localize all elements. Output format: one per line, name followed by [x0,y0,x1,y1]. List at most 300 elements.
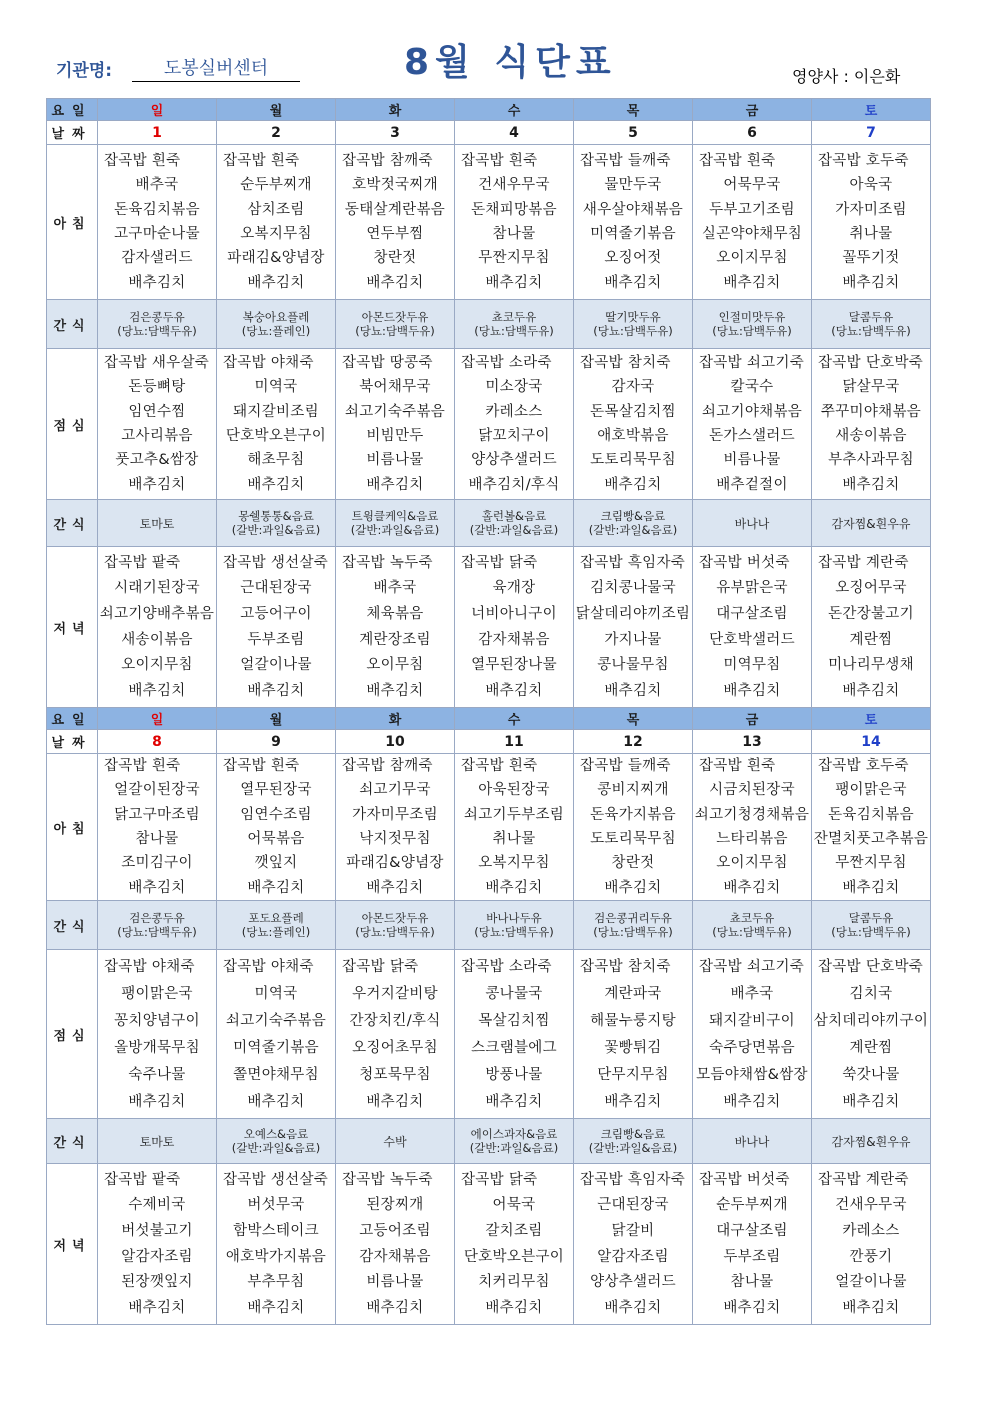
snack-item: 트윙클케익&음료 [351,509,439,523]
menu-item: 잡곡밥 닭죽 [461,554,538,571]
menu-item: 고사리볶음 [121,428,193,445]
weekday-cell: 토 [812,708,931,730]
menu-item: 배추김치 [366,274,424,291]
menu-item: 배추김치 [247,683,305,700]
snack1-cell [812,300,931,349]
date-row [47,121,931,145]
date-label: 날짜 [47,121,98,145]
menu-item: 닭꼬치구이 [478,428,550,445]
menu-item: 닭갈비 [611,1223,655,1240]
menu-item: 돈육가지볶음 [590,806,676,823]
menu-item: 오복지무침 [240,226,312,243]
menu-item: 잡곡밥 버섯죽 [699,554,790,571]
menu-item: 김치국 [849,985,893,1002]
breakfast-cell [336,145,455,300]
menu-item: 배추김치 [485,683,543,700]
menu-item: 잡곡밥 닭죽 [461,1171,538,1188]
menu-item: 너비아니구이 [471,606,557,623]
menu-item: 배추김치 [128,274,186,291]
menu-item: 임연수조림 [240,806,312,823]
menu-item: 배추김치 [604,879,662,896]
menu-item: 감자채볶음 [359,1248,431,1265]
menu-item: 배추김치 [842,476,900,493]
menu-item: 잡곡밥 참치죽 [580,958,671,975]
menu-item: 돈목살김치찜 [590,403,676,420]
lunch-cell [693,349,812,500]
menu-item: 간장치킨/후식 [349,1012,441,1029]
menu-item: 잡곡밥 계란죽 [818,1171,909,1188]
menu-item: 배추김치 [842,683,900,700]
menu-item: 잡곡밥 흰죽 [223,758,300,775]
snack2-cell [574,1119,693,1164]
lunch-cell [812,950,931,1119]
menu-item: 부추무침 [247,1274,305,1291]
dinner-cell [574,547,693,708]
weekday-cell: 금 [693,99,812,121]
date-row [47,730,931,754]
date-cell: 1 [98,121,217,145]
meal-label-breakfast: 아침 [47,754,98,901]
date-cell: 14 [812,730,931,754]
snack1-cell [574,300,693,349]
dinner-row [47,1164,931,1325]
snack1-row [47,901,931,950]
snack-diet-note: (갈반:과일&음료) [231,523,321,537]
dinner-cell [455,1164,574,1325]
menu-item: 배추김치 [366,1093,424,1110]
menu-item: 근대된장국 [597,1197,669,1214]
menu-item: 아욱국 [849,177,893,194]
menu-item: 잡곡밥 흰죽 [461,758,538,775]
menu-item: 잡곡밥 단호박죽 [818,958,924,975]
menu-item: 참나물 [135,831,179,848]
menu-item: 어묵무국 [723,177,781,194]
menu-item: 콩비지찌개 [597,782,669,799]
menu-title: 8월 식단표 [404,42,617,83]
snack2-cell [98,500,217,547]
date-cell: 7 [812,121,931,145]
menu-item: 잡곡밥 새우살죽 [104,355,210,372]
snack2-cell [455,500,574,547]
menu-item: 스크램블에그 [471,1039,557,1056]
menu-item: 아욱된장국 [478,782,550,799]
menu-item: 배추김치 [604,274,662,291]
menu-item: 청포묵무침 [359,1066,431,1083]
menu-item: 배추국 [135,177,179,194]
menu-item: 돼지갈비구이 [709,1012,795,1029]
snack2-cell [574,500,693,547]
meal-plan-table [46,98,931,1325]
snack-item: 감자찜&흰우유 [831,1134,911,1149]
menu-item: 배추국 [730,985,774,1002]
menu-item: 배추김치 [723,879,781,896]
menu-item: 오징어무국 [835,580,907,597]
menu-item: 가자미무조림 [352,806,438,823]
dinner-cell [812,1164,931,1325]
weekday-label: 요일 [47,708,98,730]
menu-item: 잡곡밥 버섯죽 [699,1171,790,1188]
snack-item: 딸기맛두유 [605,310,661,324]
menu-item: 파래김&양념장 [346,855,444,872]
menu-item: 애호박볶음 [597,428,669,445]
menu-item: 배추김치/후식 [468,476,560,493]
menu-item: 미역줄기볶음 [590,226,676,243]
menu-item: 잡곡밥 호두죽 [818,153,909,170]
menu-item: 닭살무국 [842,379,900,396]
menu-item: 잡곡밥 참치죽 [580,355,671,372]
snack-item: 복숭아요플레 [242,310,310,324]
menu-item: 오징어초무침 [352,1039,438,1056]
menu-item: 배추김치 [604,476,662,493]
menu-item: 시래기된장국 [114,580,200,597]
menu-item: 참나물 [730,1274,774,1291]
menu-item: 해물누룽지탕 [590,1012,676,1029]
lunch-cell [455,950,574,1119]
date-cell: 11 [455,730,574,754]
snack-diet-note: (당뇨:플레인) [241,324,311,338]
menu-item: 수제비국 [128,1197,186,1214]
weekday-cell: 월 [217,708,336,730]
lunch-cell [336,950,455,1119]
snack1-row [47,300,931,349]
menu-item: 유부맑은국 [716,580,788,597]
menu-item: 오이지무침 [716,250,788,267]
menu-item: 배추김치 [366,683,424,700]
menu-item: 미역국 [254,985,298,1002]
menu-item: 잡곡밥 닭죽 [342,958,419,975]
dinner-cell [455,547,574,708]
menu-item: 새송이볶음 [835,428,907,445]
weekday-cell: 수 [455,708,574,730]
breakfast-cell [98,145,217,300]
menu-item: 모듬야채쌈&쌈장 [696,1066,808,1083]
menu-item: 감자국 [611,379,655,396]
snack-item: 달콤두유 [848,310,894,324]
menu-item: 오이지무침 [716,855,788,872]
meal-label-snack2: 간식 [47,500,98,547]
snack-diet-note: (갈반:과일&음료) [231,1141,321,1155]
breakfast-cell [336,754,455,901]
menu-item: 쇠고기양배추볶음 [99,606,215,623]
snack2-cell [812,1119,931,1164]
menu-item: 얼갈이나물 [240,657,312,674]
menu-item: 돈간장불고기 [828,606,914,623]
snack-diet-note: (당뇨:담백두유) [355,324,435,338]
menu-item: 우거지갈비탕 [352,985,438,1002]
menu-item: 배추김치 [247,879,305,896]
menu-item: 배추겉절이 [716,476,788,493]
menu-item: 조미김구이 [121,855,193,872]
meal-label-lunch: 점심 [47,349,98,500]
menu-item: 숙주나물 [128,1066,186,1083]
menu-item: 근대된장국 [240,580,312,597]
menu-item: 꽁치양념구이 [114,1012,200,1029]
breakfast-cell [455,145,574,300]
snack1-cell [336,901,455,950]
menu-item: 열무된장나물 [471,657,557,674]
dinner-cell [217,1164,336,1325]
snack-item: 수박 [383,1134,407,1149]
menu-item: 육개장 [492,580,536,597]
snack1-cell [455,901,574,950]
lunch-cell [574,950,693,1119]
breakfast-cell [574,145,693,300]
menu-item: 카레소스 [842,1223,900,1240]
date-cell: 13 [693,730,812,754]
menu-item: 잡곡밥 땅콩죽 [342,355,433,372]
menu-header [0,0,992,98]
menu-item: 비빔만두 [366,428,424,445]
snack1-cell [217,901,336,950]
menu-item: 알감자조림 [121,1248,193,1265]
menu-item: 대구살조림 [716,606,788,623]
snack1-cell [336,300,455,349]
menu-item: 올방개묵무침 [114,1039,200,1056]
menu-item: 팽이맑은국 [121,985,193,1002]
menu-item: 잡곡밥 소라죽 [461,958,552,975]
menu-item: 배추김치 [247,274,305,291]
date-cell: 10 [336,730,455,754]
menu-item: 배추김치 [247,476,305,493]
menu-item: 된장깻잎지 [121,1274,193,1291]
menu-item: 무짠지무침 [478,250,550,267]
menu-item: 잡곡밥 흰죽 [104,153,181,170]
snack-diet-note: (당뇨:담백두유) [117,324,197,338]
menu-item: 삼치데리야끼구이 [813,1012,929,1029]
menu-item: 잡곡밥 흰죽 [104,758,181,775]
weekday-cell: 수 [455,99,574,121]
lunch-cell [812,349,931,500]
snack-item: 달콤두유 [848,911,894,925]
menu-item: 칼국수 [730,379,774,396]
menu-item: 돈육김치볶음 [828,806,914,823]
menu-item: 배추김치 [485,879,543,896]
menu-item: 잡곡밥 흰죽 [699,153,776,170]
menu-item: 건새우무국 [478,177,550,194]
snack-diet-note: (당뇨:담백두유) [831,925,911,939]
menu-item: 잡곡밥 생선살죽 [223,554,329,571]
menu-item: 미역국 [254,379,298,396]
menu-item: 쭈꾸미야채볶음 [820,403,922,420]
breakfast-cell [455,754,574,901]
snack1-cell [693,300,812,349]
menu-item: 배추김치 [842,274,900,291]
menu-item: 도토리묵무침 [590,452,676,469]
snack2-cell [336,500,455,547]
menu-item: 쇠고기두부조림 [463,806,565,823]
lunch-row [47,950,931,1119]
snack-item: 바나나두유 [486,911,542,925]
weekday-cell: 일 [98,708,217,730]
snack-item: 에이스과자&음료 [470,1127,558,1141]
menu-item: 배추김치 [128,476,186,493]
snack-item: 토마토 [139,516,175,531]
snack-diet-note: (당뇨:담백두유) [355,925,435,939]
menu-item: 감자채볶음 [478,631,550,648]
menu-item: 돈등뼈탕 [128,379,186,396]
menu-item: 쇠고기청경채볶음 [694,806,810,823]
breakfast-cell [217,754,336,901]
menu-item: 실곤약야채무침 [701,226,803,243]
menu-item: 비름나물 [366,1274,424,1291]
menu-item: 배추김치 [723,1093,781,1110]
dinner-cell [693,547,812,708]
snack-diet-note: (갈반:과일&음료) [469,523,559,537]
menu-item: 무짠지무침 [835,855,907,872]
menu-item: 얼갈이된장국 [114,782,200,799]
snack2-cell [336,1119,455,1164]
dinner-row [47,547,931,708]
menu-item: 양상추샐러드 [590,1274,676,1291]
menu-item: 배추김치 [485,1093,543,1110]
lunch-cell [217,349,336,500]
snack1-cell [812,901,931,950]
menu-item: 비름나물 [723,452,781,469]
menu-item: 잡곡밥 호두죽 [818,758,909,775]
weekday-cell: 화 [336,708,455,730]
breakfast-cell [693,145,812,300]
menu-item: 배추김치 [485,1300,543,1317]
lunch-cell [574,349,693,500]
menu-item: 돈육김치볶음 [114,201,200,218]
snack-diet-note: (당뇨:담백두유) [593,925,673,939]
menu-item: 잡곡밥 들깨죽 [580,758,671,775]
menu-item: 배추국 [373,580,417,597]
snack-item: 쵸코두유 [491,310,537,324]
menu-item: 배추김치 [247,1093,305,1110]
menu-item: 새송이볶음 [121,631,193,648]
date-cell: 4 [455,121,574,145]
dinner-cell [217,547,336,708]
breakfast-cell [812,754,931,901]
menu-item: 감자샐러드 [121,250,193,267]
menu-item: 두부조림 [723,1248,781,1265]
menu-item: 잡곡밥 야채죽 [223,355,314,372]
dinner-cell [98,547,217,708]
dinner-cell [574,1164,693,1325]
snack-item: 검은콩두유 [129,310,185,324]
snack-diet-note: (당뇨:담백두유) [117,925,197,939]
menu-item: 배추김치 [128,879,186,896]
meal-label-snack2: 간식 [47,1119,98,1164]
nutritionist: 영양사 : 이은화 [792,67,901,86]
snack-item: 바나나 [734,1134,770,1149]
snack-diet-note: (갈반:과일&음료) [350,523,440,537]
snack-diet-note: (당뇨:담백두유) [831,324,911,338]
menu-item: 단호박오븐구이 [463,1248,565,1265]
lunch-cell [217,950,336,1119]
menu-item: 쫄면야채무침 [233,1066,319,1083]
weekday-cell: 일 [98,99,217,121]
dinner-cell [336,547,455,708]
breakfast-cell [693,754,812,901]
menu-item: 창란젓 [373,250,417,267]
menu-item: 미역줄기볶음 [233,1039,319,1056]
menu-item: 김치콩나물국 [590,580,676,597]
snack-diet-note: (갈반:과일&음료) [588,1141,678,1155]
snack1-cell [693,901,812,950]
menu-item: 삼치조림 [247,201,305,218]
snack-item: 쵸코두유 [729,911,775,925]
snack-item: 오예스&음료 [243,1127,309,1141]
menu-item: 열무된장국 [240,782,312,799]
snack2-cell [98,1119,217,1164]
menu-item: 잡곡밥 참깨죽 [342,758,433,775]
menu-item: 오복지무침 [478,855,550,872]
menu-item: 배추김치 [366,879,424,896]
breakfast-cell [217,145,336,300]
menu-item: 계란장조림 [359,631,431,648]
date-cell: 12 [574,730,693,754]
weekday-header-row [47,708,931,730]
menu-item: 잡곡밥 참깨죽 [342,153,433,170]
menu-item: 창란젓 [611,855,655,872]
menu-item: 잡곡밥 소라죽 [461,355,552,372]
menu-item: 잡곡밥 들깨죽 [580,153,671,170]
snack2-cell [693,500,812,547]
menu-item: 배추김치 [604,1300,662,1317]
menu-item: 느타리볶음 [716,831,788,848]
snack1-cell [98,300,217,349]
menu-item: 두부조림 [247,631,305,648]
menu-item: 쇠고기숙주볶음 [225,1012,327,1029]
menu-item: 연두부찜 [366,226,424,243]
snack1-cell [98,901,217,950]
breakfast-cell [812,145,931,300]
menu-item: 북어채무국 [359,379,431,396]
snack2-row [47,500,931,547]
meal-label-snack1: 간식 [47,901,98,950]
menu-item: 잡곡밥 팥죽 [104,554,181,571]
menu-item: 꽃빵튀김 [604,1039,662,1056]
menu-item: 새우살야채볶음 [582,201,684,218]
snack-diet-note: (갈반:과일&음료) [588,523,678,537]
date-cell: 9 [217,730,336,754]
menu-item: 배추김치 [842,1300,900,1317]
menu-item: 돈가스샐러드 [709,428,795,445]
menu-item: 쇠고기숙주볶음 [344,403,446,420]
menu-item: 오이지무침 [121,657,193,674]
menu-item: 어묵볶음 [247,831,305,848]
weekday-cell: 화 [336,99,455,121]
snack-diet-note: (당뇨:담백두유) [712,324,792,338]
menu-item: 잡곡밥 녹두죽 [342,554,433,571]
menu-item: 잡곡밥 녹두죽 [342,1171,433,1188]
breakfast-cell [98,754,217,901]
menu-item: 잡곡밥 야채죽 [104,958,195,975]
menu-item: 순두부찌개 [716,1197,788,1214]
menu-item: 배추김치 [723,683,781,700]
meal-label-breakfast: 아침 [47,145,98,300]
menu-item: 물만두국 [604,177,662,194]
menu-item: 쇠고기무국 [359,782,431,799]
menu-item: 계란찜 [849,1039,893,1056]
menu-item: 방풍나물 [485,1066,543,1083]
snack-diet-note: (당뇨:담백두유) [712,925,792,939]
menu-item: 풋고추&쌈장 [115,452,199,469]
menu-item: 두부고기조림 [709,201,795,218]
menu-item: 갈치조림 [485,1223,543,1240]
weekday-cell: 목 [574,708,693,730]
menu-item: 건새우무국 [835,1197,907,1214]
snack-item: 크림빵&음료 [600,509,666,523]
menu-item: 꼴뚜기젓 [842,250,900,267]
snack-item: 크림빵&음료 [600,1127,666,1141]
menu-item: 배추김치 [128,683,186,700]
weekday-cell: 토 [812,99,931,121]
menu-item: 배추김치 [842,1093,900,1110]
menu-item: 시금치된장국 [709,782,795,799]
